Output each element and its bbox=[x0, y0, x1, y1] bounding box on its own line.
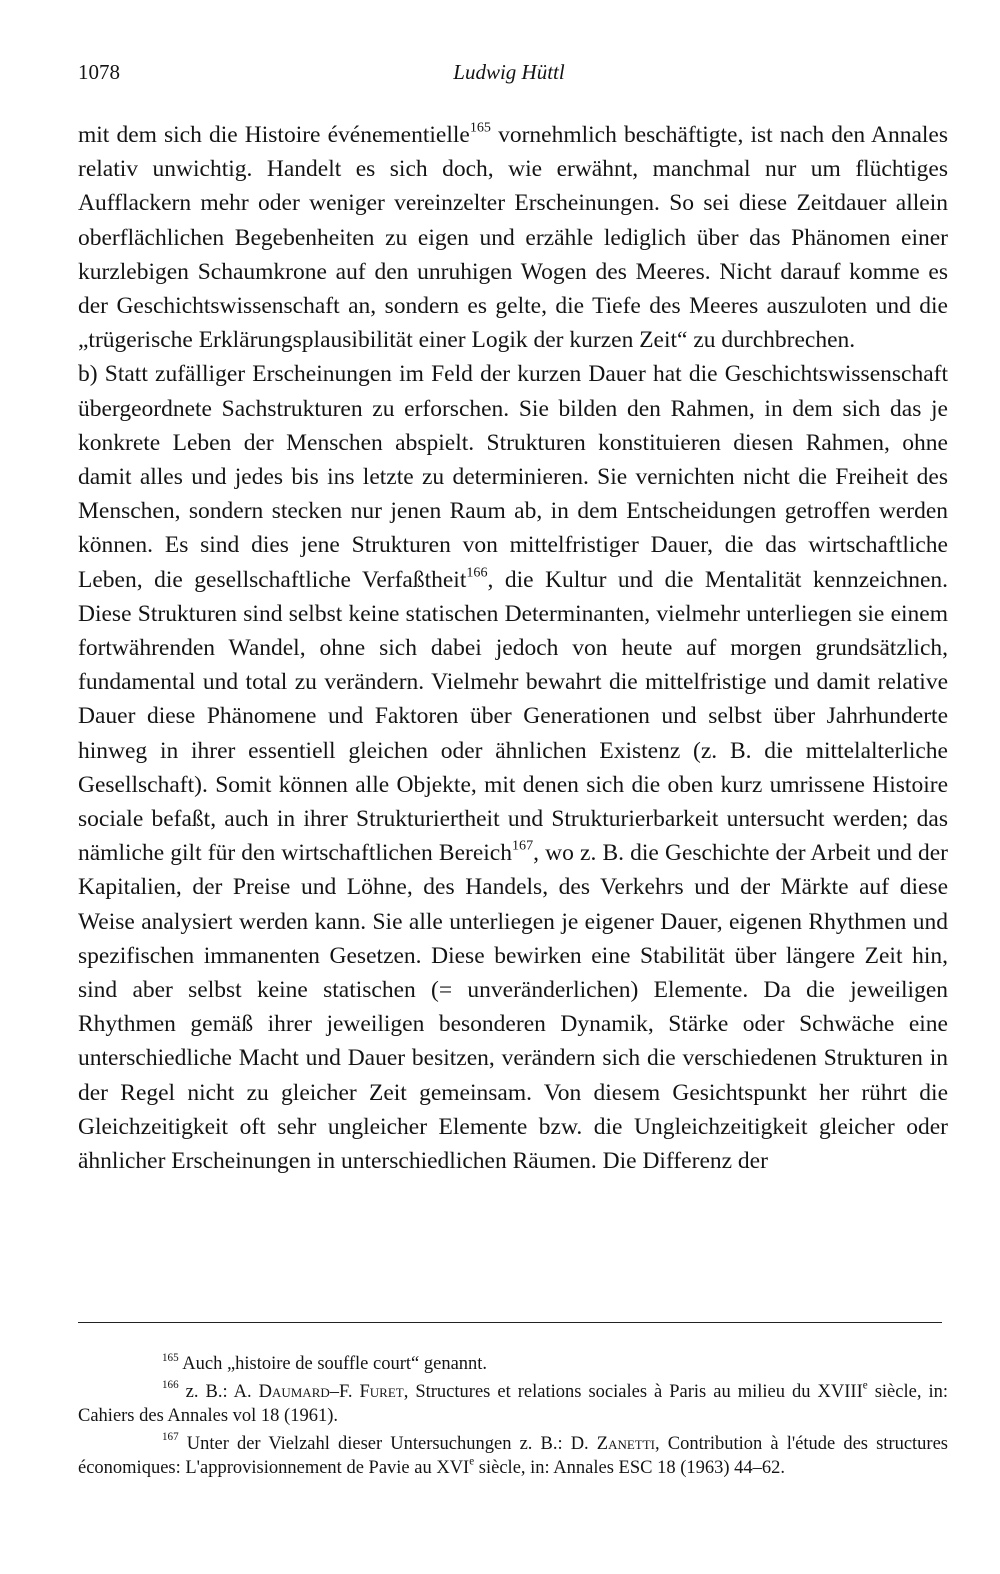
paragraph: b) Statt zufälliger Erscheinungen im Feld der kurzen Dauer hat die Geschichtswissenschaft übergeordnete Sachstrukturen zu erforschen. Sie bilden den Rahmen, in dem sich das je konkrete Leben der Menschen abspielt. Strukturen konstituieren diesen Rahmen, ohne damit alles und jedes bis ins letzte zu determinieren. Sie vernichten nicht die Freiheit des Menschen, sondern stecken nur jenen Raum ab, in dem Entscheidungen getroffen werden können. Es sind dies jene Strukturen von mittelfristiger Dauer, die das wirtschaftliche Leben, die gesellschaftliche Verfaßtheit$^{166}$, die Kultur und die Mentalität kennzeichnen. Diese Strukturen sind selbst keine statischen Determinanten, vielmehr unterliegen sie einem fortwährenden Wandel, ohne sich dabei jedoch von heute auf morgen grundsätzlich, fundamental und total zu verändern. Vielmehr bewahrt die mittelfristige und damit relative Dauer diese Phänomene und Faktoren über Generationen und selbst über Jahrhunderte hinweg in ihrer essentiell gleichen oder ähnlichen Existenz (z. B. die mittelalterliche Gesellschaft). Somit können alle Objekte, mit denen sich die oben kurz umrissene Histoire sociale befaßt, auch in ihrer Strukturiertheit und Strukturierbarkeit untersucht werden; das nämliche gilt für den wirtschaftlichen Bereich$^{167}$, wo z. B. die Geschichte der Arbeit und der Kapitalien, der Preise und Löhne, des Handels, des Verkehrs und der Märkte auf diese Weise analysiert werden kann. Sie alle unterliegen je eigener Dauer, eigenen Rhythmen und spezifischen immanenten Gesetzen. Diese bewirken eine Stabilität über längere Zeit hin, sind aber selbst keine statischen (= unveränderlichen) Elemente. Da die jeweiligen Rhythmen gemäß ihrer jeweiligen besonderen Dynamik, Stärke oder Schwäche eine unterschiedliche Macht und Dauer besitzen, verändern sich die verschiedenen Strukturen in der Regel nicht zu gleicher Zeit gemeinsam. Von diesem Gesichtspunkt her rührt die Gleichzeitigkeit oft sehr ungleicher Elemente bzw. die Ungleichzeitigkeit gleicher oder ähnlicher Erscheinungen in unterschiedlichen Räumen. Die Differenz der bbox=[78, 361, 948, 1175]
author-name: Daumard bbox=[258, 1381, 330, 1402]
footnotes bbox=[78, 1352, 948, 1481]
page-number: 1078 bbox=[78, 60, 120, 84]
running-title-author: Ludwig Hüttl bbox=[453, 60, 565, 84]
footnote: $^{165}$ Auch „histoire de souffle court“ genannt. bbox=[162, 1351, 488, 1374]
footnote-reference: 166 bbox=[466, 564, 488, 581]
footnote-text: Unter der Vielzahl dieser Untersuchungen z. B.: D. Zanetti, Contribution à l'étude des structures économiques: L'approvisionnement de Pavie au XVIe siècle, in: Annales ESC 18 (1963) 44–62. bbox=[78, 1433, 948, 1479]
running-header bbox=[78, 56, 940, 92]
body-text bbox=[78, 118, 948, 1178]
footnote-reference: 167 bbox=[511, 837, 534, 854]
footnote: $^{167}$ Unter der Vielzahl dieser Untersuchungen z. B.: D. Zanetti, Contribution à l'étude des structures économiques: L'approvisionnement de Pavie au XVIe siècle, in: Annales ESC 18 (1963) 44–62. bbox=[78, 1431, 948, 1479]
footnote-text: z. B.: A. Daumard–F. Furet, Structures et relations sociales à Paris au milieu du XVIIIe siècle, in: Cahiers des Annales vol 18 (1961). bbox=[78, 1379, 948, 1427]
author-name: Furet bbox=[359, 1381, 404, 1402]
author-name: Zanetti bbox=[596, 1433, 656, 1454]
footnote-reference: 165 bbox=[469, 119, 491, 136]
footnote-text: Auch „histoire de souffle court“ genannt. bbox=[182, 1354, 488, 1374]
footnote-divider bbox=[78, 1322, 942, 1323]
paragraph: mit dem sich die Histoire événementielle$^{165}$ vornehmlich beschäftigte, ist nach den Annales relativ unwichtig. Handelt es sich doch, wie erwähnt, manchmal nur um flüchtiges Aufflackern mehr oder weniger vereinzelter Erscheinungen. So sei diese Zeitdauer allein oberflächlichen Begebenheiten zu eigen und erzähle lediglich über das Phänomen einer kurzlebigen Schaumkrone auf den unruhigen Wogen des Meeres. Nicht darauf komme es der Geschichtswissenschaft an, sondern es gelte, die Tiefe des Meeres auszuloten und die „trügerische Erklärungsplausibilität einer Logik der kurzen Zeit“ zu durchbrechen. bbox=[78, 119, 948, 354]
footnote-reference: e bbox=[862, 1379, 868, 1392]
footnote-reference: e bbox=[469, 1456, 475, 1469]
footnote: $^{166}$ z. B.: A. Daumard–F. Furet, Structures et relations sociales à Paris au milieu du XVIIIe siècle, in: Cahiers des Annales vol 18 (1961). bbox=[78, 1379, 948, 1427]
